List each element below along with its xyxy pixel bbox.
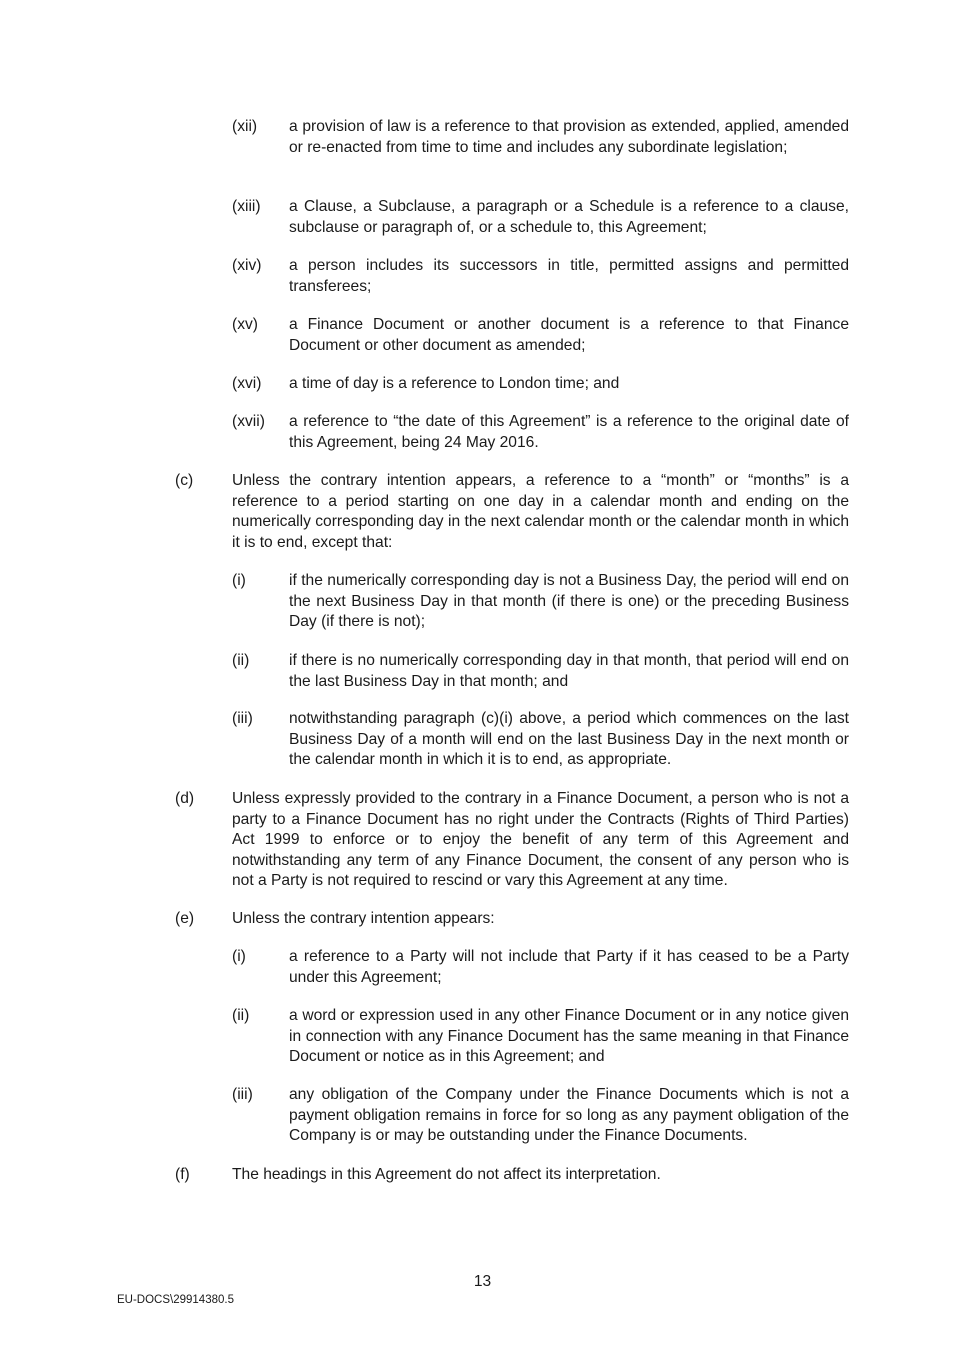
clause-text: The headings in this Agreement do not affect its interpretation. [232, 1166, 661, 1183]
clause-text: a Finance Document or another document is a reference to that Finance Document or other document as amended; [289, 316, 849, 354]
clause-c-iii [232, 709, 849, 771]
clause-text: a person includes its successors in title, permitted assigns and permitted transferees; [289, 257, 849, 295]
clause-f [175, 1165, 849, 1186]
clause-xiii [232, 197, 849, 238]
clause-number: (c) [175, 472, 194, 489]
clause-e [175, 909, 849, 930]
clause-text: any obligation of the Company under the Finance Documents which is not a payment obligation remains in force for so long as any payment obligation of the Company is or may be outstanding under the Finance Documents. [289, 1086, 849, 1144]
clause-xii [232, 117, 849, 158]
clause-text: a reference to a Party will not include that Party if it has ceased to be a Party under this Agreement; [289, 948, 849, 986]
clause-number: (f) [175, 1166, 190, 1183]
clause-text: a word or expression used in any other Finance Document or in any notice given in connection with any Finance Document has the same meaning in that Finance Document or notice as in this Agreement; and [289, 1007, 849, 1065]
clause-number: (iii) [232, 1086, 253, 1103]
clause-text: if there is no numerically corresponding day in that month, that period will end on the last Business Day in that month; and [289, 652, 849, 690]
clause-e-ii [232, 1006, 849, 1068]
clause-number: (i) [232, 572, 246, 589]
clause-number: (ii) [232, 1007, 250, 1024]
clause-xvii [232, 412, 849, 453]
clause-number: (xiv) [232, 257, 262, 274]
clause-number: (xiii) [232, 198, 261, 215]
clause-number: (d) [175, 790, 195, 807]
clause-number: (i) [232, 948, 246, 965]
clause-number: (ii) [232, 652, 250, 669]
clause-number: (xii) [232, 118, 258, 135]
clause-text: a reference to “the date of this Agreement” is a reference to the original date of this Agreement, being 24 May 2016. [289, 413, 849, 451]
clause-number: (xvi) [232, 375, 262, 392]
page-number: 13 [473, 1273, 492, 1290]
clause-e-i [232, 947, 849, 988]
clause-text: a provision of law is a reference to that provision as extended, applied, amended or re-enacted from time to time and includes any subordinate legislation; [289, 118, 849, 156]
clause-d [175, 789, 849, 892]
clause-number: (e) [175, 910, 195, 927]
clause-c-i [232, 571, 849, 633]
clause-text: if the numerically corresponding day is not a Business Day, the period will end on the next Business Day in that month (if there is one) or the preceding Business Day (if there is not); [289, 572, 849, 630]
clause-c [175, 471, 849, 553]
clause-text: notwithstanding paragraph (c)(i) above, a period which commences on the last Business Day of a month will end on the last Business Day in the next month or the calendar month in which it is to end, as appropriate. [289, 710, 849, 768]
clause-text: a time of day is a reference to London time; and [289, 375, 620, 392]
clause-text: Unless expressly provided to the contrary in a Finance Document, a person who is not a party to a Finance Document has no right under the Contracts (Rights of Third Parties) Act 1999 to enforce or to enjoy the benefit of any term of this Agreement and notwithstanding any term of any Finance Document, the consent of any person who is not a Party is not required to rescind or vary this Agreement at any time. [232, 790, 849, 889]
clause-text: Unless the contrary intention appears: [232, 910, 495, 927]
clause-number: (iii) [232, 710, 253, 727]
clause-text: a Clause, a Subclause, a paragraph or a Schedule is a reference to a clause, subclause or paragraph of, or a schedule to, this Agreement; [289, 198, 849, 236]
clause-text: Unless the contrary intention appears, a reference to a “month” or “months” is a reference to a period starting on one day in a calendar month and ending on the numerically corresponding day in the next calendar month or the calendar month in which it is to end, except that: [232, 472, 849, 551]
document-reference: EU-DOCS\29914380.5 [117, 1294, 234, 1306]
clause-xvi [232, 374, 849, 395]
clause-number: (xvii) [232, 413, 265, 430]
clause-c-ii [232, 651, 849, 692]
clause-xiv [232, 256, 849, 297]
clause-number: (xv) [232, 316, 258, 333]
clause-xv [232, 315, 849, 356]
clause-e-iii [232, 1085, 849, 1147]
